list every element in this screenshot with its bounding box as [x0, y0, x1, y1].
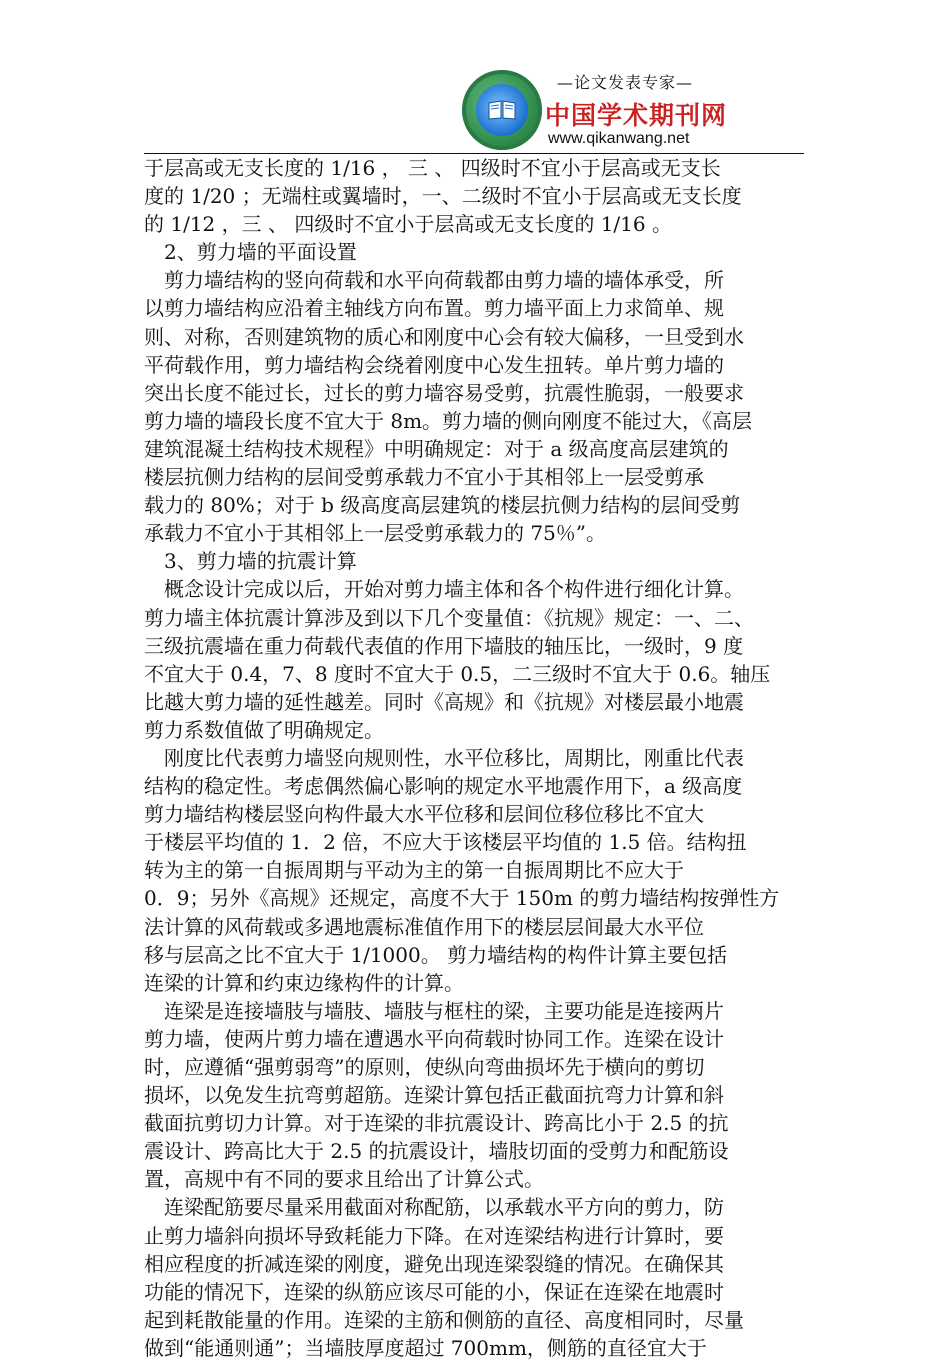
text-line: 剪力墙的墙段长度不宜大于 8m。剪力墙的侧向刚度不能过大，《高层 — [144, 408, 753, 433]
text-line: 剪力系数值做了明确规定。 — [144, 717, 384, 742]
text-line: 时，应遵循“强剪弱弯”的原则，使纵向弯曲损坏先于横向的剪切 — [144, 1055, 705, 1079]
header-slogan: —论文发表专家— — [557, 73, 694, 92]
text-line: 比越大剪力墙的延性越差。同时《高规》和《抗规》对楼层最小地震 — [144, 689, 744, 714]
site-url: www.qikanwang.net — [548, 130, 690, 147]
text-line: 承载力不宜小于其相邻上一层受剪承载力的 75％”。 — [144, 521, 607, 546]
text-line: 起到耗散能量的作用。连梁的主筋和侧筋的直径、高度相同时，尽量 — [144, 1307, 744, 1332]
text-line: 剪力墙结构的竖向荷载和水平向荷载都由剪力墙的墙体承受，所 — [144, 268, 724, 293]
text-line: 相应程度的折减连梁的刚度，避免出现连梁裂缝的情况。在确保其 — [144, 1251, 724, 1276]
text-line: 载力的 80%；对于 b 级高度高层建筑的楼层抗侧力结构的层间受剪 — [144, 493, 741, 518]
text-line: 剪力墙结构楼层竖向构件最大水平位移和层间位移位移比不宜大 — [144, 802, 704, 827]
text-line: 移与层高之比不宜大于 1/1000。 剪力墙结构的构件计算主要包括 — [144, 942, 728, 967]
globe-icon — [476, 84, 528, 136]
text-line: 楼层抗侧力结构的层间受剪承载力不宜小于其相邻上一层受剪承 — [144, 465, 704, 490]
text-line: 以剪力墙结构应沿着主轴线方向布置。剪力墙平面上力求简单、规 — [144, 296, 724, 321]
text-line: 转为主的第一自振周期与平动为主的第一自振周期比不应大于 — [144, 858, 684, 883]
text-line: 度的 1/20 ；无端柱或翼墙时，一、二级时不宜小于层高或无支长度 — [144, 184, 742, 209]
text-line: 的 1/12 ，三 、 四级时不宜小于层高或无支长度的 1/16 。 — [144, 212, 672, 237]
text-line: 于楼层平均值的 1．2 倍，不应大于该楼层平均值的 1.5 倍。结构扭 — [144, 830, 747, 855]
text-line: 置，高规中有不同的要求且给出了计算公式。 — [144, 1167, 544, 1192]
site-name: 中国学术期刊网 — [545, 101, 728, 130]
text-line: 震设计、跨高比大于 2.5 的抗震设计，墙肢切面的受剪力和配筋设 — [144, 1139, 729, 1164]
text-line: 突出长度不能过长，过长的剪力墙容易受剪，抗震性脆弱，一般要求 — [144, 380, 744, 405]
text-line: 建筑混凝土结构技术规程》中明确规定：对于 a 级高度高层建筑的 — [144, 436, 729, 461]
text-line: 损坏，以免发生抗弯剪超筋。连梁计算包括正截面抗弯力计算和斜 — [144, 1083, 724, 1108]
text-line: 三级抗震墙在重力荷载代表值的作用下墙肢的轴压比，一级时，9 度 — [144, 633, 744, 658]
text-line: 刚度比代表剪力墙竖向规则性，水平位移比，周期比，刚重比代表 — [144, 745, 744, 770]
text-line: 不宜大于 0.4，7、8 度时不宜大于 0.5，二三级时不宜大于 0.6。轴压 — [144, 661, 771, 686]
text-line: 截面抗剪切力计算。对于连梁的非抗震设计、跨高比小于 2.5 的抗 — [144, 1111, 729, 1136]
text-line: 做到“能通则通”；当墙肢厚度超过 700mm，侧筋的直径宜大于 — [144, 1335, 707, 1360]
text-line: 功能的情况下，连梁的纵筋应该尽可能的小，保证在连梁在地震时 — [144, 1279, 724, 1304]
text-line: 法计算的风荷载或多遇地震标准值作用下的楼层层间最大水平位 — [144, 914, 704, 939]
section-heading: 2、剪力墙的平面设置 — [144, 240, 357, 265]
text-line: 止剪力墙斜向损坏导致耗能力下降。在对连梁结构进行计算时，要 — [144, 1223, 724, 1248]
text-line: 平荷载作用，剪力墙结构会绕着刚度中心发生扭转。单片剪力墙的 — [144, 352, 724, 377]
text-line: 剪力墙主体抗震计算涉及到以下几个变量值：《抗规》规定：一、二、 — [144, 605, 754, 630]
text-line: 连梁是连接墙肢与墙肢、墙肢与框柱的梁，主要功能是连接两片 — [144, 998, 724, 1023]
text-line: 结构的稳定性。考虑偶然偏心影响的规定水平地震作用下，a 级高度 — [144, 774, 743, 799]
text-line: 则、对称，否则建筑物的质心和刚度中心会有较大偏移，一旦受到水 — [144, 324, 744, 349]
book-icon — [488, 100, 516, 120]
text-line: 概念设计完成以后，开始对剪力墙主体和各个构件进行细化计算。 — [144, 577, 744, 602]
text-line: 于层高或无支长度的 1/16 ， 三 、 四级时不宜小于层高或无支长 — [144, 156, 721, 180]
article-body — [144, 154, 806, 1362]
text-line: 连梁的计算和约束边缘构件的计算。 — [144, 970, 464, 995]
page-header — [0, 0, 950, 156]
text-line: 剪力墙，使两片剪力墙在遭遇水平向荷载时协同工作。连梁在设计 — [144, 1026, 724, 1051]
section-heading: 3、剪力墙的抗震计算 — [144, 549, 357, 574]
text-line: 0．9；另外《高规》还规定，高度不大于 150m 的剪力墙结构按弹性方 — [144, 886, 780, 911]
text-line: 连梁配筋要尽量采用截面对称配筋，以承载水平方向的剪力，防 — [144, 1195, 724, 1220]
site-logo-icon — [462, 70, 542, 150]
